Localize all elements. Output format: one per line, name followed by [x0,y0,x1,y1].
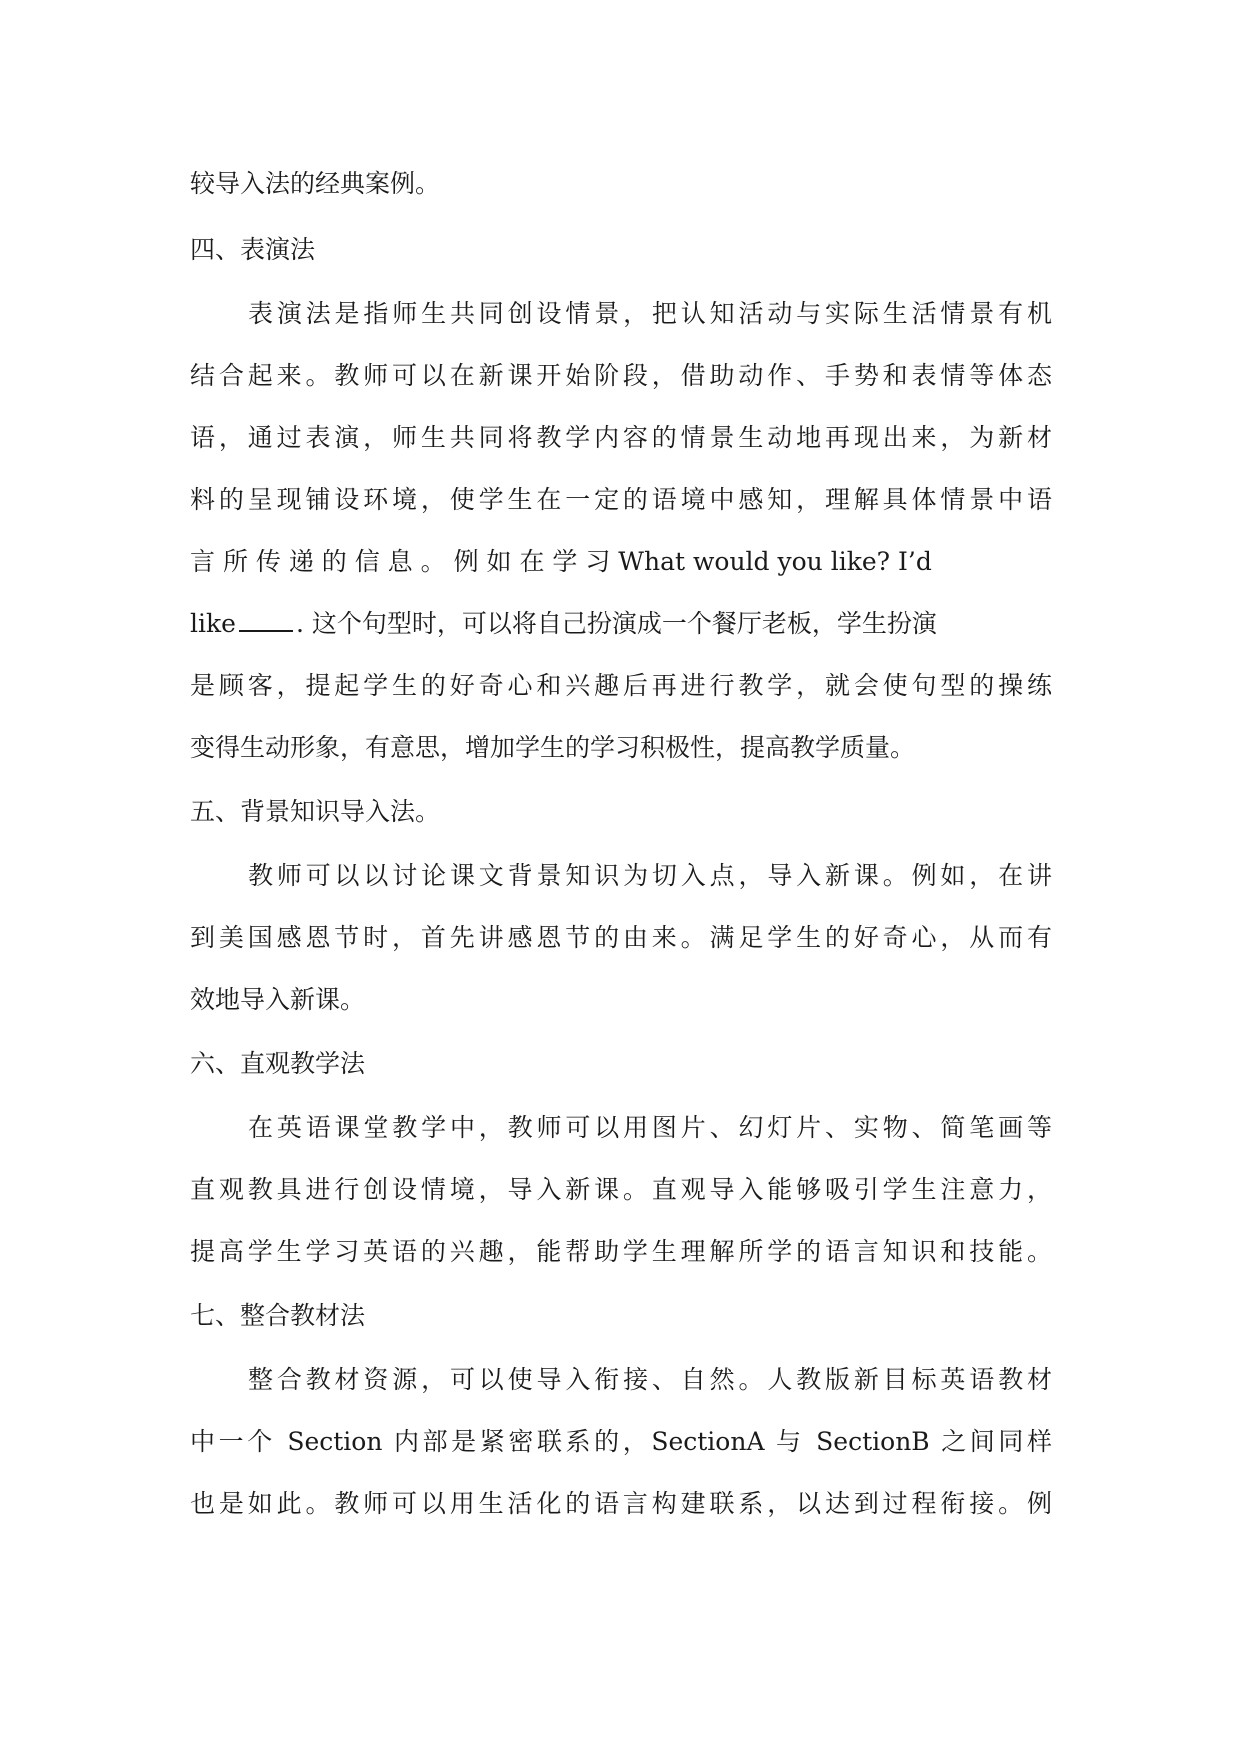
section-heading: 六、直观教学法 [190,1049,366,1078]
body-text-line: 在英语课堂教学中，教师可以用图片、幻灯片、实物、简笔画等 [248,1113,1052,1142]
body-text-line: 较导入法的经典案例。 [190,169,441,198]
section-heading: 五、背景知识导入法。 [190,797,441,826]
body-text-line: 也是如此。教师可以用生活化的语言构建联系，以达到过程衔接。例 [190,1489,1052,1518]
body-text-line: 直观教具进行创设情境，导入新课。直观导入能够吸引学生注意力， [190,1175,1052,1204]
fill-in-blank [239,604,293,632]
body-text-line-with-blank [190,604,1052,644]
body-text-line: 提高学生学习英语的兴趣，能帮助学生理解所学的语言知识和技能。 [190,1237,1052,1266]
body-text-line: 效地导入新课。 [190,985,366,1014]
body-text-line: 变得生动形象，有意思，增加学生的学习积极性，提高教学质量。 [190,733,916,762]
text-segment: like [190,609,236,638]
body-text-line: 料的呈现铺设环境，使学生在一定的语境中感知，理解具体情景中语 [190,485,1052,514]
body-text-line: 语，通过表演，师生共同将教学内容的情景生动地再现出来，为新材 [190,423,1052,452]
body-text-line: 言 所 传 递 的 信 息 。 例 如 在 学 习 What would you like? I’d [190,547,932,576]
text-segment: . 这个句型时，可以将自己扮演成一个餐厅老板，学生扮演 [295,609,937,638]
body-text-line: 结合起来。教师可以在新课开始阶段，借助动作、手势和表情等体态 [190,361,1052,390]
body-text-line: 到美国感恩节时，首先讲感恩节的由来。满足学生的好奇心，从而有 [190,923,1052,952]
body-text-line: 整合教材资源，可以使导入衔接、自然。人教版新目标英语教材 [248,1365,1052,1394]
body-text-line: 教师可以以讨论课文背景知识为切入点，导入新课。例如，在讲 [248,861,1052,890]
section-heading: 七、整合教材法 [190,1301,366,1330]
section-heading: 四、表演法 [190,235,316,264]
body-text-line: 表演法是指师生共同创设情景，把认知活动与实际生活情景有机 [248,299,1052,328]
body-text-line: 是顾客，提起学生的好奇心和兴趣后再进行教学，就会使句型的操练 [190,671,1052,700]
body-text-line: 中一个 Section 内部是紧密联系的，SectionA 与 SectionB 之间同样 [190,1427,1052,1456]
